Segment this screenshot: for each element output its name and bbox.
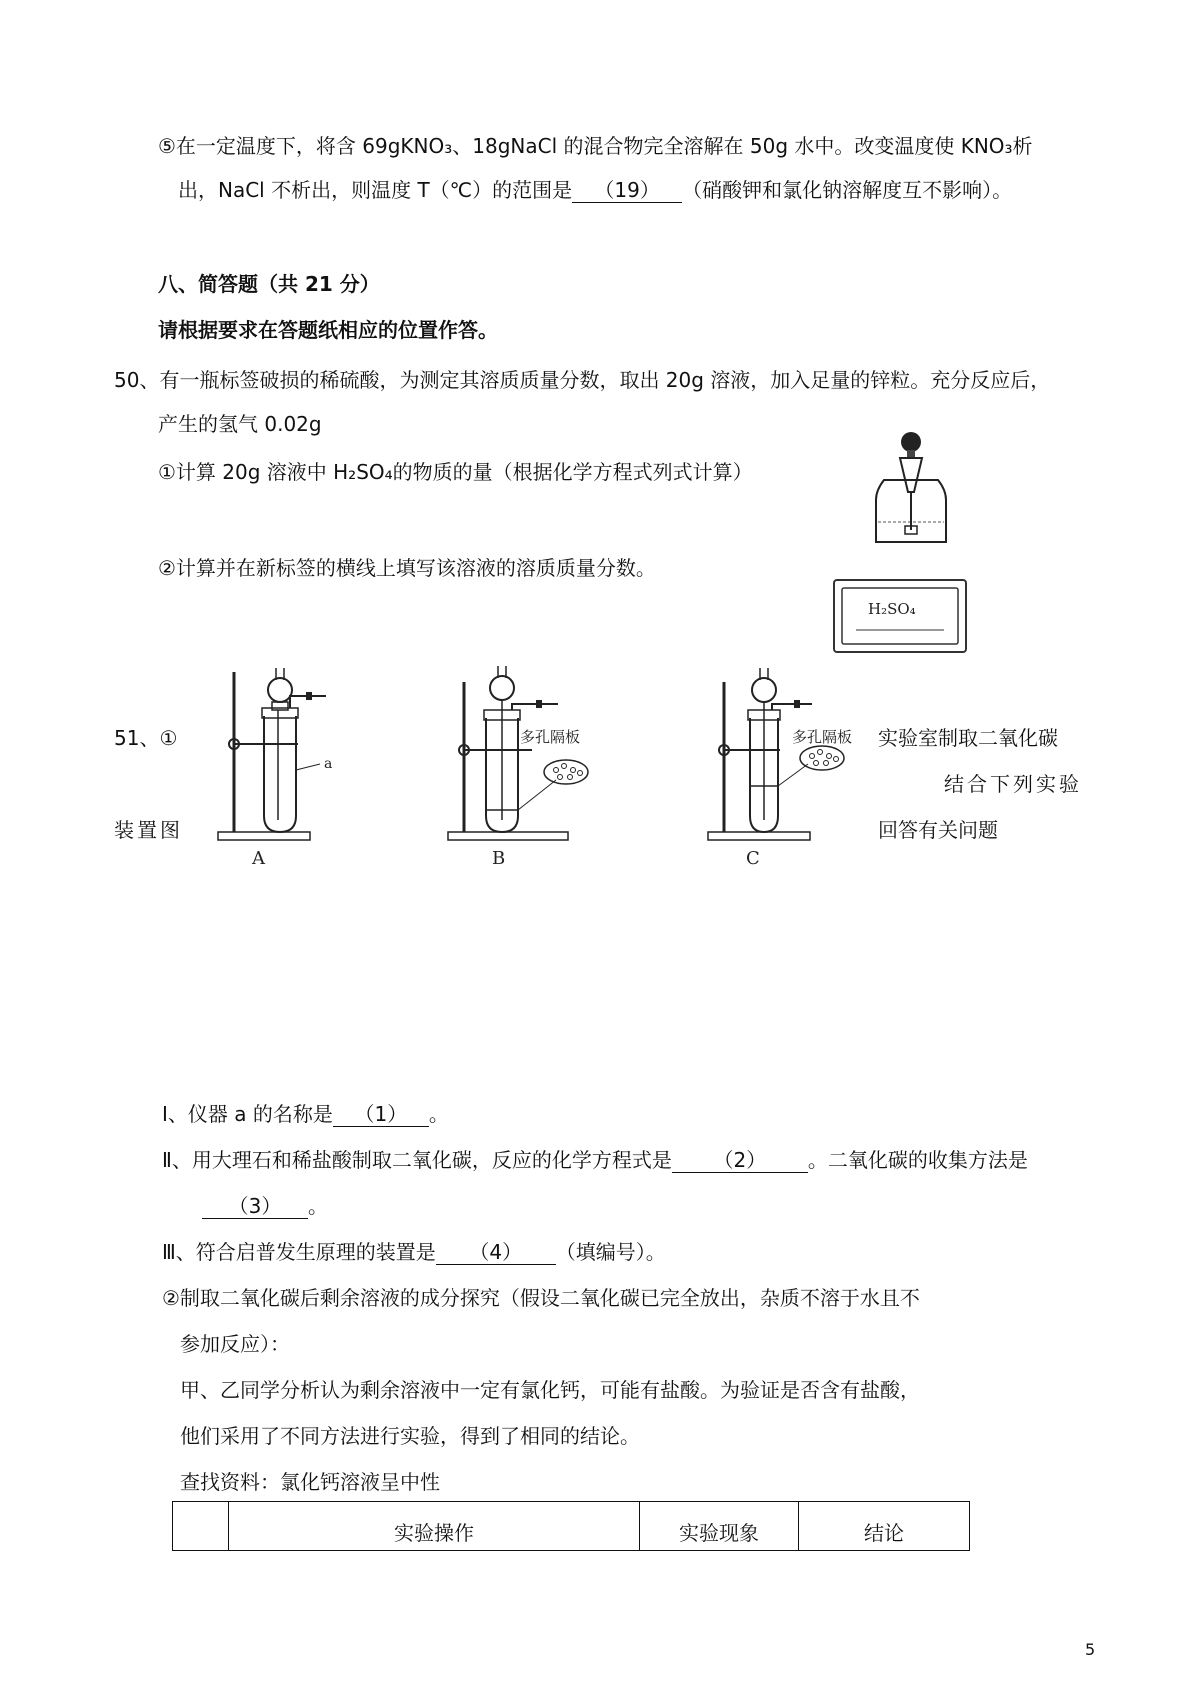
q50-part2: ②计算并在新标签的横线上填写该溶液的溶质质量分数。 [158,556,656,580]
q51-ii-cont [202,1192,328,1220]
q51-ii-end: 。 [308,1194,328,1218]
section-heading: 八、简答题（共 21 分） [158,272,380,296]
apparatus-a-figure [210,660,410,870]
q51-intro-line3: 回答有关问题 [878,818,998,842]
q51-left-label: 装置图 [114,818,183,842]
q51-part2-line4: 他们采用了不同方法进行实验，得到了相同的结论。 [180,1424,640,1448]
q51-ii-mid: 。二氧化碳的收集方法是 [807,1148,1028,1172]
section-instruction: 请根据要求在答题纸相应的位置作答。 [158,318,498,342]
q51-ii [162,1146,1028,1174]
table-header-cell: 结论 [799,1502,970,1551]
table-header-cell: 实验现象 [640,1502,799,1551]
instrument-a-label: a [324,756,333,772]
figure-label-b: B [492,848,506,869]
q51-part2-line5: 查找资料：氯化钙溶液呈中性 [180,1470,440,1494]
q49-line2 [178,176,1012,204]
new-label-figure [832,578,968,654]
answer-blank-19[interactable]: （19） [572,178,682,203]
q51-part2-line1: ②制取二氧化碳后剩余溶液的成分探究（假设二氧化碳已完全放出，杂质不溶于水且不 [162,1286,920,1310]
table-header-cell: 实验操作 [229,1502,640,1551]
q50-line2: 产生的氢气 0.02g [158,412,322,436]
q51-number: 51、① [114,726,178,750]
q51-intro-line2: 结合下列实验 [944,772,1082,796]
q49-line2-post: （硝酸钾和氯化钠溶解度互不影响）。 [682,178,1013,202]
q51-intro-line1: 实验室制取二氧化碳 [878,726,1058,750]
q51-ii-text: Ⅱ、用大理石和稀盐酸制取二氧化碳，反应的化学方程式是 [162,1148,672,1172]
q51-i-end: 。 [428,1102,449,1126]
q49-line2-pre: 出，NaCl 不析出，则温度 T（℃）的范围是 [178,178,573,202]
q50-line1: 50、有一瓶标签破损的稀硫酸，为测定其溶质质量分数，取出 20g 溶液，加入足量的锌粒。充分反应后， [114,368,1051,392]
apparatus-c-figure [700,660,880,870]
q51-i [162,1100,449,1128]
porous-plate-label-c: 多孔隔板 [792,728,853,746]
answer-blank-2[interactable]: （2） [672,1148,808,1173]
q51-i-text: Ⅰ、仪器 a 的名称是 [162,1102,333,1126]
figure-label-a: A [252,848,265,869]
answer-blank-3[interactable]: （3） [202,1194,308,1219]
table-header-row [173,1502,970,1551]
label-formula: H₂SO₄ [868,600,916,618]
answer-blank-1[interactable]: （1） [333,1102,429,1127]
dropper-bottle-figure [862,430,962,550]
q49-line1: ⑤在一定温度下，将含 69gKNO₃、18gNaCl 的混合物完全溶解在 50g 水中。改变温度使 KNO₃析 [158,134,1033,158]
page-number: 5 [1085,1640,1096,1659]
q51-part2-line3: 甲、乙同学分析认为剩余溶液中一定有氯化钙，可能有盐酸。为验证是否含有盐酸， [180,1378,920,1402]
figure-label-c: C [746,848,760,869]
apparatus-b-figure [440,660,640,870]
q50-part1: ①计算 20g 溶液中 H₂SO₄的物质的量（根据化学方程式列式计算） [158,460,753,484]
q51-part2-line2: 参加反应）： [180,1332,290,1356]
q51-iii-end: （填编号）。 [555,1240,666,1264]
porous-plate-label-b: 多孔隔板 [520,728,581,746]
answer-blank-4[interactable]: （4） [436,1240,556,1265]
experiment-table [172,1501,970,1551]
q51-iii-text: Ⅲ、符合启普发生原理的装置是 [162,1240,436,1264]
table-header-cell [173,1502,229,1551]
q51-iii [162,1238,666,1266]
